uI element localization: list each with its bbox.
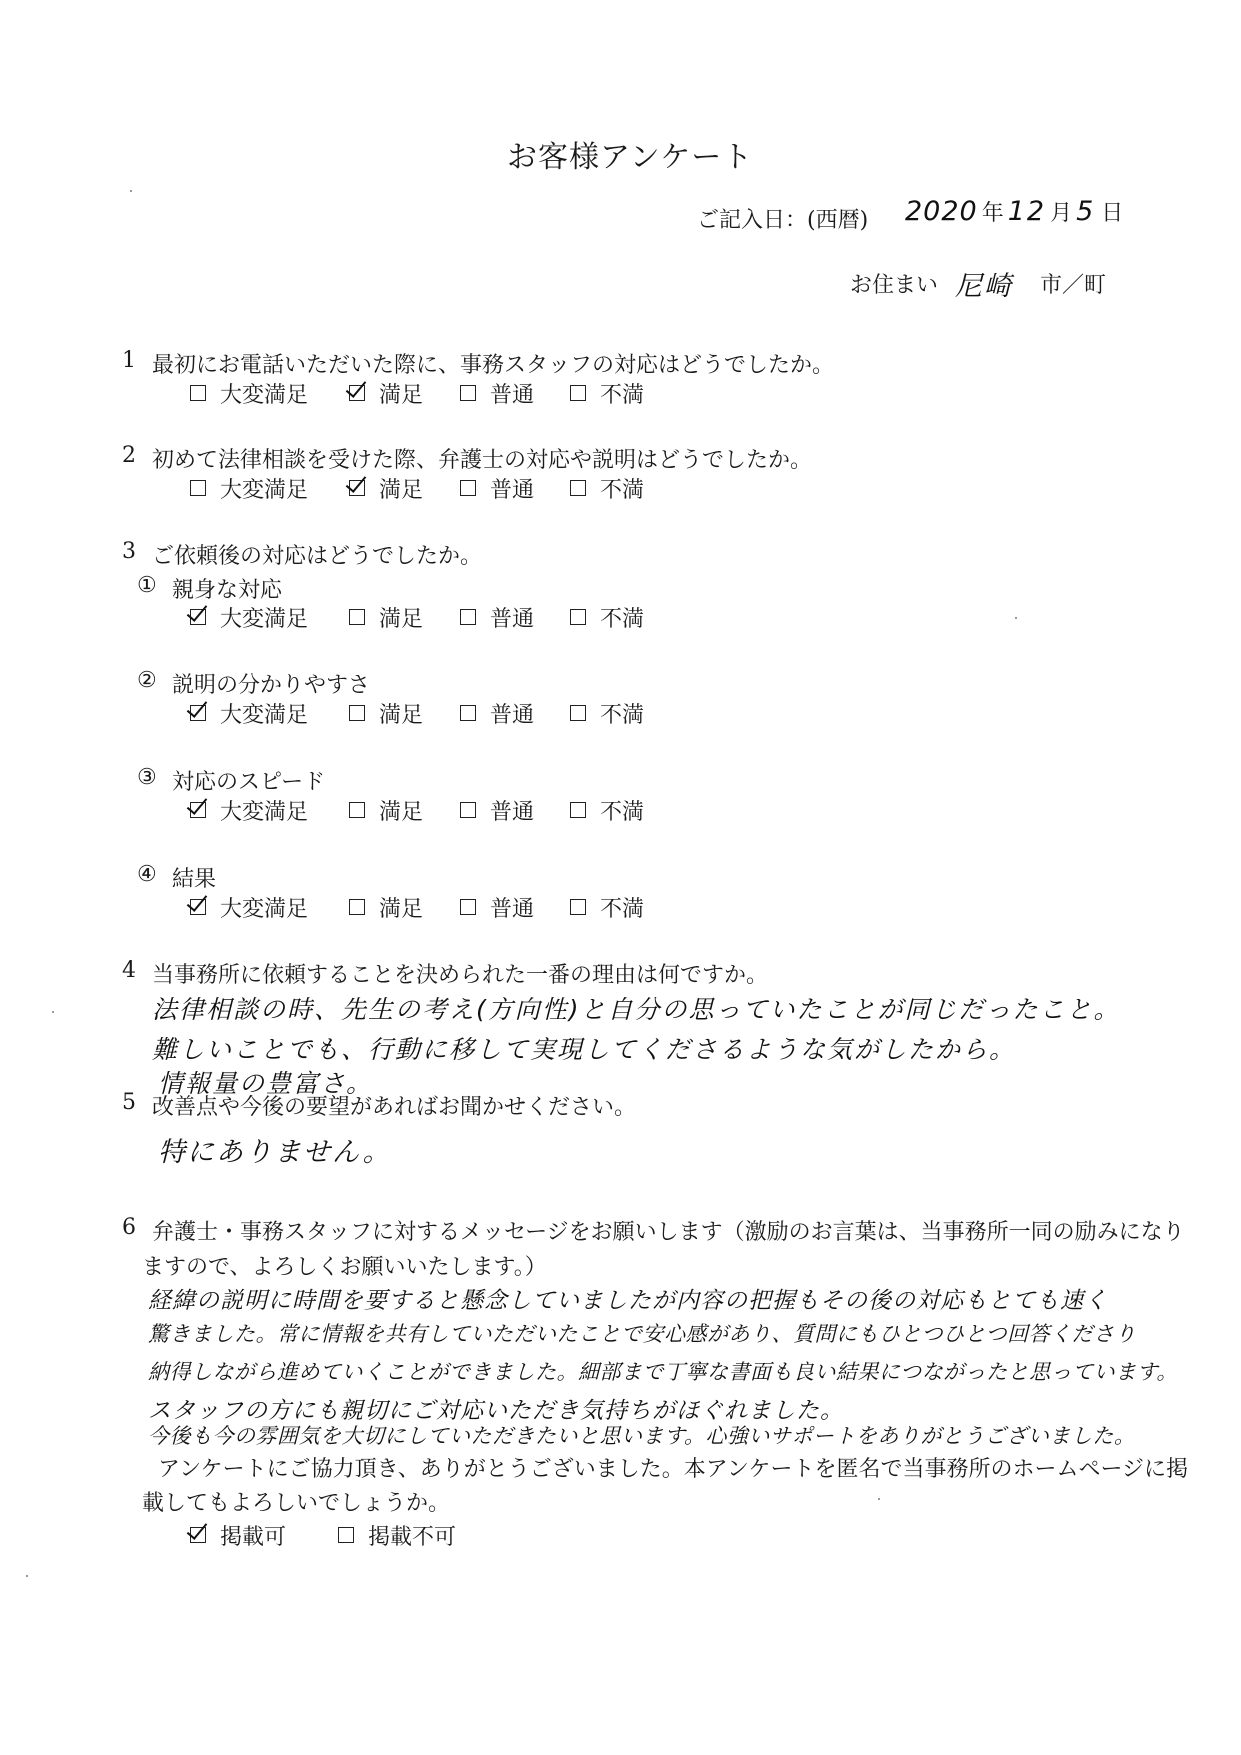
q2-number: 2 — [122, 443, 136, 468]
q1-text: 最初にお電話いただいた際に、事務スタッフの対応はどうでしたか。 — [152, 353, 835, 378]
q3-item2-options — [0, 698, 1241, 728]
checkbox[interactable] — [570, 480, 586, 496]
q3-item4-option-dissatisfied[interactable]: 不満 — [570, 892, 644, 923]
q2-option-very-satisfied[interactable]: 大変満足 — [190, 473, 308, 504]
q3-item1-label: 親身な対応 — [172, 578, 283, 603]
q2-option-normal[interactable]: 普通 — [460, 473, 534, 504]
checkbox[interactable] — [460, 705, 476, 721]
checkbox[interactable] — [460, 609, 476, 625]
consent-text-line1: アンケートにご協力頂き、ありがとうございました。本アンケートを匿名で当事務所のホームページに掲 — [158, 1457, 1189, 1482]
date-label: ご記入日：(西暦) — [697, 208, 869, 233]
checkbox[interactable] — [570, 899, 586, 915]
consent-options — [0, 1520, 1241, 1550]
q2-option-dissatisfied[interactable]: 不満 — [570, 473, 644, 504]
q3-item3-option-very-satisfied[interactable]: 大変満足 — [190, 795, 308, 826]
q3-item3-option-normal[interactable]: 普通 — [460, 795, 534, 826]
q3-item2-option-very-satisfied[interactable]: 大変満足 — [190, 698, 308, 729]
consent-option-allow[interactable]: 掲載可 — [190, 1520, 286, 1551]
date-field[interactable] — [905, 196, 1123, 227]
q3-item2-mark: ② — [137, 668, 157, 693]
checkbox[interactable] — [570, 802, 586, 818]
q6-text-line2: ますので、よろしくお願いいたします。） — [142, 1255, 547, 1280]
q2-option-satisfied[interactable]: 満足 — [349, 473, 423, 504]
checkbox-checked[interactable] — [349, 480, 365, 496]
q6-answer-line3: 納得しながら進めていくことができました。細部まで丁寧な書面も良い結果につながったと思っています。 — [148, 1360, 1178, 1384]
q3-item3-option-satisfied[interactable]: 満足 — [349, 795, 423, 826]
checkbox[interactable] — [460, 899, 476, 915]
checkbox[interactable] — [349, 802, 365, 818]
q3-item3-option-dissatisfied[interactable]: 不満 — [570, 795, 644, 826]
checkbox[interactable] — [190, 385, 206, 401]
q3-item1-option-normal[interactable]: 普通 — [460, 602, 534, 633]
q3-item3-label: 対応のスピード — [172, 770, 326, 795]
residence-label: お住まい — [850, 273, 939, 298]
q1-option-dissatisfied[interactable]: 不満 — [570, 378, 644, 409]
q3-item3-options — [0, 795, 1241, 825]
q1-option-very-satisfied[interactable]: 大変満足 — [190, 378, 308, 409]
checkbox[interactable] — [570, 385, 586, 401]
q3-item4-label: 結果 — [172, 867, 217, 892]
checkbox[interactable] — [570, 609, 586, 625]
residence-suffix: 市／町 — [1040, 273, 1107, 298]
q3-item1-option-dissatisfied[interactable]: 不満 — [570, 602, 644, 633]
checkbox-checked[interactable] — [190, 705, 206, 721]
q6-answer-line4: スタッフの方にも親切にご対応いただき気持ちがほぐれました。 — [148, 1398, 844, 1424]
page-title: お客様アンケート — [507, 140, 754, 175]
date-year: 2020 — [905, 196, 978, 227]
q2-options — [0, 473, 1241, 503]
checkbox-checked[interactable] — [349, 385, 365, 401]
checkbox[interactable] — [190, 480, 206, 496]
consent-text-line2: 載してもよろしいでしょうか。 — [142, 1491, 451, 1516]
checkbox[interactable] — [460, 385, 476, 401]
q5-text: 改善点や今後の要望があればお聞かせください。 — [152, 1095, 637, 1120]
checkbox[interactable] — [349, 705, 365, 721]
q1-option-normal[interactable]: 普通 — [460, 378, 534, 409]
date-day: 5 — [1076, 196, 1096, 227]
checkbox[interactable] — [338, 1527, 354, 1543]
checkbox-checked[interactable] — [190, 899, 206, 915]
q4-answer-line3: 情報量の豊富さ。 — [158, 1069, 374, 1098]
q4-number: 4 — [122, 958, 136, 983]
scan-speck — [1015, 617, 1017, 619]
scan-speck — [52, 1011, 54, 1013]
q4-answer-line1: 法律相談の時、先生の考え(方向性)と自分の思っていたことが同じだったこと。 — [152, 995, 1121, 1024]
date-year-unit: 年 — [981, 201, 1004, 226]
q6-answer-line1: 経緯の説明に時間を要すると懸念していましたが内容の把握もその後の対応もとても速く — [148, 1288, 1108, 1314]
q3-item1-option-satisfied[interactable]: 満足 — [349, 602, 423, 633]
date-month: 12 — [1007, 196, 1047, 227]
q3-item4-option-satisfied[interactable]: 満足 — [349, 892, 423, 923]
scan-speck — [878, 1498, 880, 1500]
q3-item2-option-normal[interactable]: 普通 — [460, 698, 534, 729]
q3-item4-option-very-satisfied[interactable]: 大変満足 — [190, 892, 308, 923]
q3-item1-mark: ① — [137, 573, 157, 598]
date-month-unit: 月 — [1050, 201, 1073, 226]
q4-answer-line2: 難しいことでも、行動に移して実現してくださるような気がしたから。 — [152, 1035, 1017, 1064]
q6-answer-line2: 驚きました。常に情報を共有していただいたことで安心感があり、質問にもひとつひとつ回答くださり — [148, 1322, 1137, 1346]
q4-text: 当事務所に依頼することを決められた一番の理由は何ですか。 — [152, 963, 769, 988]
q1-options — [0, 378, 1241, 408]
checkbox-checked[interactable] — [190, 609, 206, 625]
consent-option-deny[interactable]: 掲載不可 — [338, 1520, 456, 1551]
q1-option-satisfied[interactable]: 満足 — [349, 378, 423, 409]
scan-speck — [130, 190, 132, 192]
q5-number: 5 — [122, 1090, 136, 1115]
q6-answer-line5: 今後も今の雰囲気を大切にしていただきたいと思います。心強いサポートをありがとうございました。 — [148, 1424, 1136, 1448]
q3-item1-options — [0, 602, 1241, 632]
checkbox[interactable] — [349, 899, 365, 915]
q6-text-line1: 弁護士・事務スタッフに対するメッセージをお願いします（激励のお言葉は、当事務所一同の励みになり — [152, 1220, 1185, 1245]
q3-item4-option-normal[interactable]: 普通 — [460, 892, 534, 923]
checkbox[interactable] — [570, 705, 586, 721]
q3-item4-mark: ④ — [137, 862, 157, 887]
date-day-unit: 日 — [1101, 201, 1124, 226]
q5-answer: 特にありません。 — [158, 1137, 392, 1168]
q3-item3-mark: ③ — [137, 765, 157, 790]
residence-city[interactable]: 尼崎 — [955, 271, 1013, 302]
q3-item4-options — [0, 892, 1241, 922]
q3-item1-option-very-satisfied[interactable]: 大変満足 — [190, 602, 308, 633]
q6-number: 6 — [122, 1215, 136, 1240]
q3-number: 3 — [122, 539, 136, 564]
q3-text: ご依頼後の対応はどうでしたか。 — [152, 544, 483, 569]
q3-item2-option-satisfied[interactable]: 満足 — [349, 698, 423, 729]
scan-speck — [26, 1575, 28, 1577]
checkbox-checked[interactable] — [190, 1527, 206, 1543]
q2-text: 初めて法律相談を受けた際、弁護士の対応や説明はどうでしたか。 — [152, 448, 813, 473]
checkbox[interactable] — [349, 609, 365, 625]
checkbox-checked[interactable] — [190, 802, 206, 818]
checkbox[interactable] — [460, 802, 476, 818]
checkbox[interactable] — [460, 480, 476, 496]
q3-item2-option-dissatisfied[interactable]: 不満 — [570, 698, 644, 729]
q1-number: 1 — [122, 348, 136, 373]
q3-item2-label: 説明の分かりやすさ — [172, 673, 371, 698]
